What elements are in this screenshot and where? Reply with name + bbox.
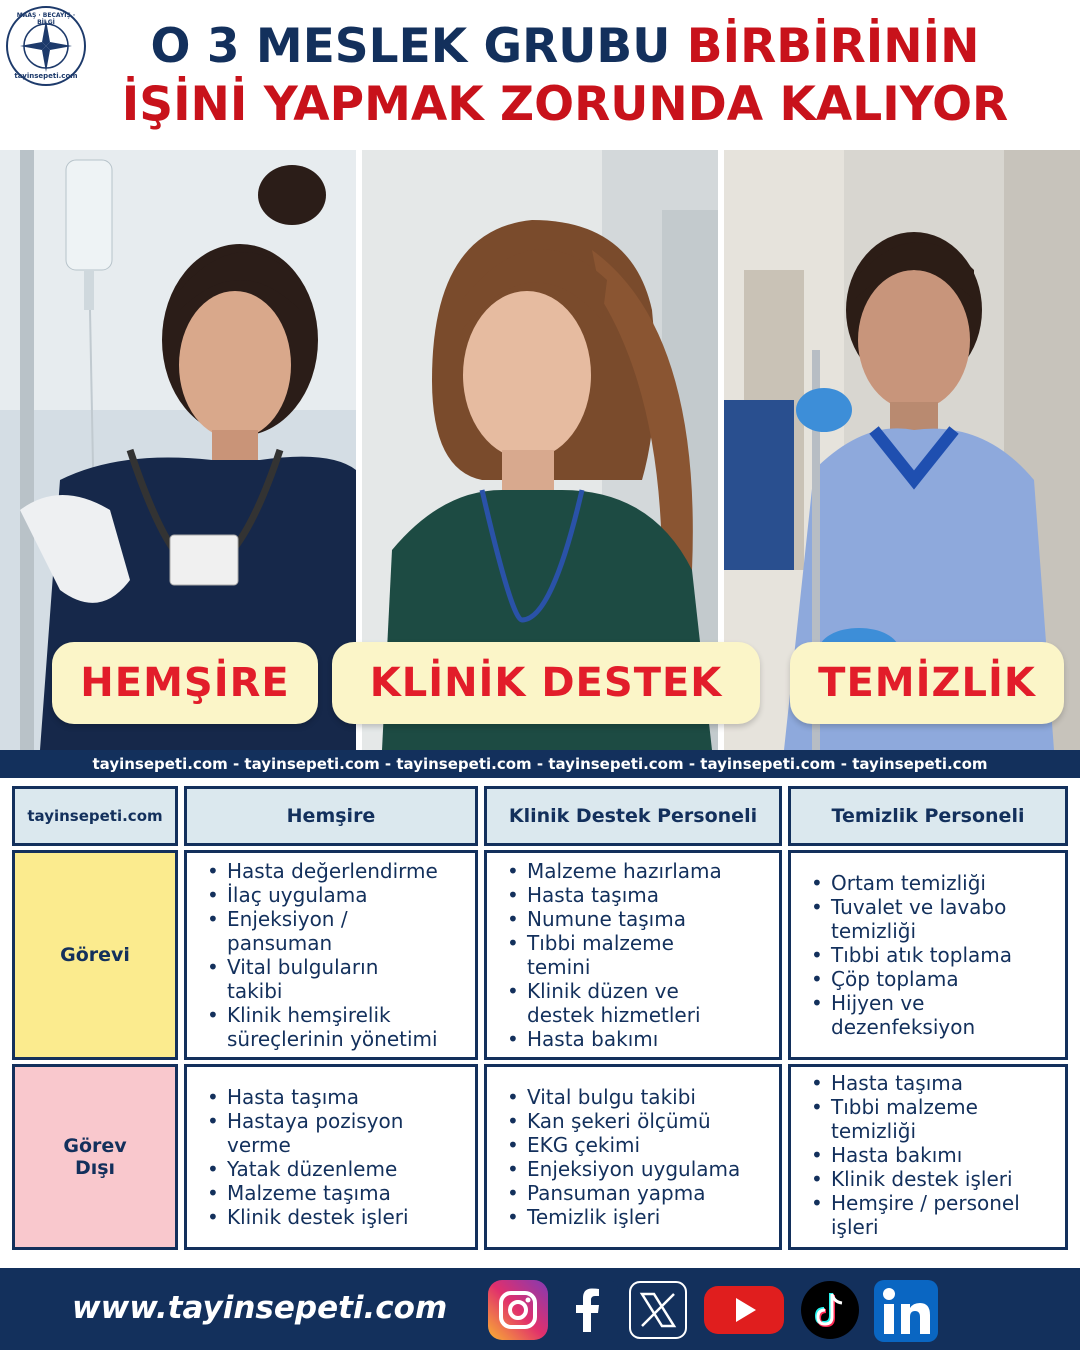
cell-hemsire-gorevi <box>184 850 478 1060</box>
instagram-icon[interactable] <box>488 1280 548 1340</box>
badge-hemsire: HEMŞİRE <box>52 642 318 724</box>
list-item: işleri <box>831 1215 879 1239</box>
list-item: • Malzeme taşıma <box>203 1181 471 1205</box>
list-item: • Vital bulgu takibi <box>503 1085 775 1109</box>
list-item: pansuman <box>227 931 333 955</box>
linkedin-icon[interactable] <box>874 1280 934 1340</box>
list-item: • EKG çekimi <box>503 1133 775 1157</box>
list-item: • Hasta taşıma <box>203 1085 471 1109</box>
list-item: dezenfeksiyon <box>831 1015 976 1039</box>
column-header-klinik-destek: Klinik Destek Personeli <box>484 786 782 846</box>
badge-temizlik: TEMİZLİK <box>790 642 1064 724</box>
column-header-temizlik: Temizlik Personeli <box>788 786 1068 846</box>
facebook-icon[interactable] <box>558 1280 618 1340</box>
list-item: • Enjeksiyon uygulama <box>503 1157 775 1181</box>
list-item: • Klinik destek işleri <box>203 1205 471 1229</box>
header <box>0 0 1080 150</box>
badge-klinik-destek: KLİNİK DESTEK <box>332 642 760 724</box>
title-line-1 <box>60 18 1070 76</box>
task-list <box>487 1085 779 1229</box>
list-item: destek hizmetleri <box>527 1003 701 1027</box>
row-label-gorev-disi <box>12 1064 178 1250</box>
list-item: • Hastaya pozisyon <box>203 1109 471 1133</box>
list-item: temizliği <box>831 919 917 943</box>
cell-temizlik-gorevi <box>788 850 1068 1060</box>
footer <box>0 1268 1080 1350</box>
watermark-bar: tayinsepeti.com - tayinsepeti.com - tayinsepeti.com - tayinsepeti.com - tayinsepeti.com - tayinsepeti.com <box>0 750 1080 778</box>
list-item: • Hasta bakımı <box>807 1143 1061 1167</box>
table-corner-cell: tayinsepeti.com <box>12 786 178 846</box>
logo-tagline: MAAŞ · BECAYİŞ · BİLGİ <box>16 12 76 26</box>
photo-strip <box>0 150 1080 750</box>
list-item: • Tıbbi malzeme <box>807 1095 1061 1119</box>
row-label-gorevi: Görevi <box>12 850 178 1060</box>
list-item: • Temizlik işleri <box>503 1205 775 1229</box>
list-item: • Tıbbi malzeme <box>503 931 775 955</box>
list-item: • Tuvalet ve lavabo <box>807 895 1061 919</box>
list-item: • Enjeksiyon / <box>203 907 471 931</box>
list-item: • Hemşire / personel <box>807 1191 1061 1215</box>
list-item: • Hasta bakımı <box>503 1027 775 1051</box>
list-item: temini <box>527 955 591 979</box>
task-list <box>187 1085 475 1229</box>
list-item: • Malzeme hazırlama <box>503 859 775 883</box>
comparison-table <box>0 778 1080 1266</box>
cell-hemsire-gorev-disi <box>184 1064 478 1250</box>
list-item: • Kan şekeri ölçümü <box>503 1109 775 1133</box>
list-item: • Yatak düzenleme <box>203 1157 471 1181</box>
list-item: • Klinik hemşirelik <box>203 1003 471 1027</box>
list-item: • Klinik destek işleri <box>807 1167 1061 1191</box>
list-item: • Klinik düzen ve <box>503 979 775 1003</box>
title-blue-part: O 3 MESLEK GRUBU <box>150 19 687 74</box>
list-item: • Hasta taşıma <box>807 1071 1061 1095</box>
cell-klinik-gorev-disi <box>484 1064 782 1250</box>
task-list <box>187 853 475 1051</box>
page-title <box>60 18 1070 134</box>
title-line-2: İŞİNİ YAPMAK ZORUNDA KALIYOR <box>121 77 1009 132</box>
list-item: takibi <box>227 979 283 1003</box>
list-item: • Tıbbi atık toplama <box>807 943 1061 967</box>
list-item: • Vital bulguların <box>203 955 471 979</box>
list-item: • Numune taşıma <box>503 907 775 931</box>
list-item: • Hasta değerlendirme <box>203 859 471 883</box>
list-item: • Çöp toplama <box>807 967 1061 991</box>
list-item: • Pansuman yapma <box>503 1181 775 1205</box>
column-header-hemsire: Hemşire <box>184 786 478 846</box>
row-label-text: Görev Dışı <box>63 1135 127 1179</box>
list-item: süreçlerinin yönetimi <box>227 1027 438 1051</box>
task-list <box>791 871 1065 1039</box>
logo-site: tayinsepeti.com <box>14 72 78 80</box>
list-item: verme <box>227 1133 291 1157</box>
list-item: • İlaç uygulama <box>203 883 471 907</box>
task-list <box>487 853 779 1051</box>
list-item: • Hijyen ve <box>807 991 1061 1015</box>
task-list <box>791 1067 1065 1239</box>
cell-klinik-gorevi <box>484 850 782 1060</box>
youtube-icon[interactable] <box>702 1280 786 1340</box>
title-red-part: BİRBİRİNİN <box>686 19 980 74</box>
list-item: • Hasta taşıma <box>503 883 775 907</box>
tiktok-icon[interactable] <box>800 1280 860 1340</box>
x-icon[interactable] <box>628 1280 688 1340</box>
website-link[interactable]: www.tayinsepeti.com <box>72 1290 448 1326</box>
list-item: • Ortam temizliği <box>807 871 1061 895</box>
list-item: temizliği <box>831 1119 917 1143</box>
cell-temizlik-gorev-disi <box>788 1064 1068 1250</box>
